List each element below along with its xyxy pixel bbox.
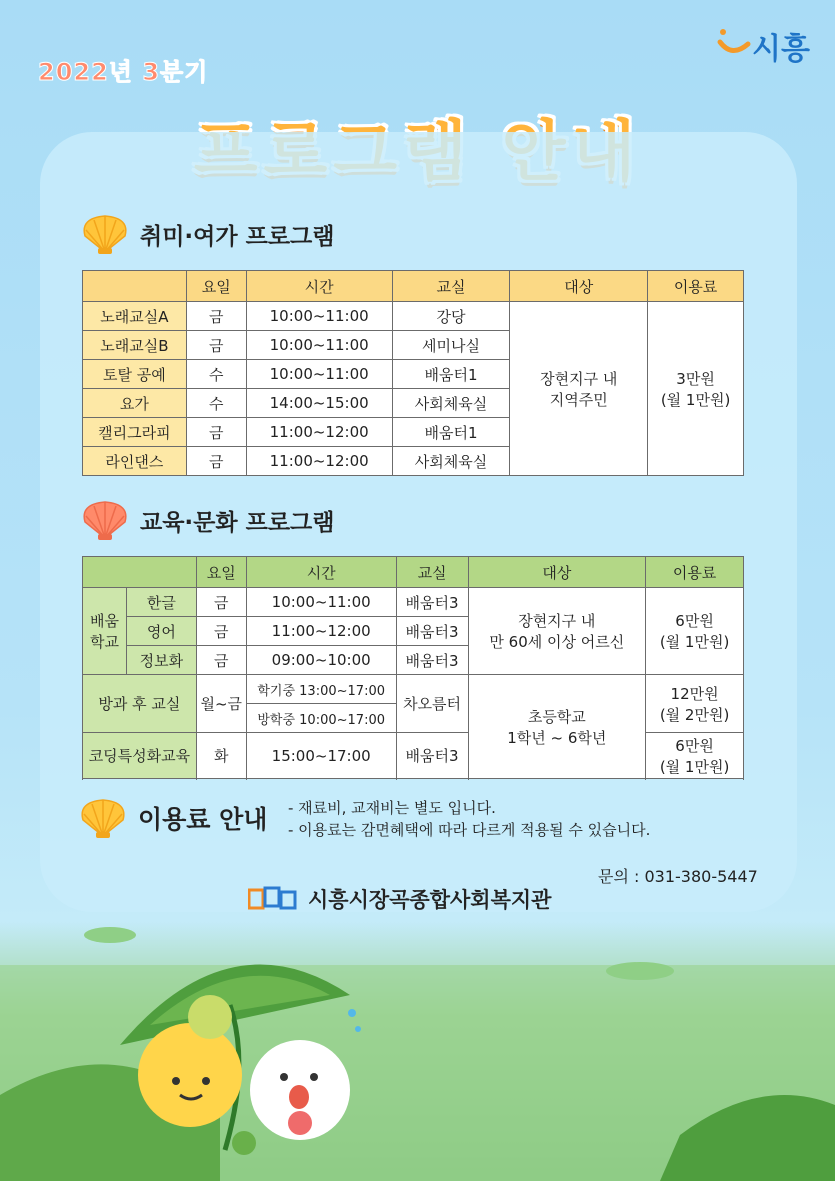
fee-note: - 이용료는 감면혜택에 따라 다르게 적용될 수 있습니다. [288, 821, 651, 839]
column-header: 대상 [468, 557, 646, 588]
section2-heading [80, 498, 335, 542]
program-day: 금 [196, 588, 246, 617]
program-room: 배움터3 [396, 646, 468, 675]
program-room: 차오름터 [396, 675, 468, 733]
character-illustration [0, 905, 835, 1181]
column-header: 대상 [510, 271, 648, 302]
program-day: 금 [196, 646, 246, 675]
fee-line: 12만원 [670, 684, 719, 703]
fee-line: 6만원 [675, 612, 714, 630]
logo-text: 시흥 [752, 32, 810, 67]
program-day: 금 [186, 331, 246, 360]
program-time: 10:00~11:00 [246, 588, 396, 617]
logo-smile-icon [716, 24, 752, 68]
program-day: 수 [186, 360, 246, 389]
program-day: 금 [186, 447, 246, 476]
program-time: 11:00~12:00 [246, 418, 392, 447]
column-header: 요일 [196, 557, 246, 588]
program-day: 금 [196, 617, 246, 646]
group-line: 학교 [89, 633, 119, 651]
column-header: 요일 [186, 271, 246, 302]
group-line: 배움 [89, 612, 119, 630]
program-day: 수 [186, 389, 246, 418]
program-room: 배움터3 [396, 617, 468, 646]
fee-heading [78, 796, 267, 840]
program-room: 배움터1 [392, 360, 510, 389]
column-header: 이용료 [646, 557, 744, 588]
contact-info: 문의 : 031-380-5447 [598, 867, 758, 886]
program-room: 사회체육실 [392, 389, 510, 418]
program-room: 강당 [392, 302, 510, 331]
shell-icon [80, 212, 130, 256]
program-time: 15:00~17:00 [246, 733, 396, 779]
fee-line: 3만원 [676, 369, 715, 388]
program-time: 14:00~15:00 [246, 389, 392, 418]
program-time: 방학중 10:00~17:00 [246, 704, 396, 733]
org-name: 시흥시장곡종합사회복지관 [308, 888, 552, 912]
school-group-label [83, 588, 127, 675]
program-name: 코딩특성화교육 [83, 733, 197, 779]
fee-notes [288, 797, 650, 841]
column-header: 이용료 [648, 271, 744, 302]
program-time: 11:00~12:00 [246, 617, 396, 646]
target-line: 장현지구 내 [540, 369, 618, 388]
program-name: 노래교실B [83, 331, 187, 360]
year-label: 2022년 3분기 [38, 58, 209, 86]
program-name: 방과 후 교실 [83, 675, 197, 733]
hobby-program-table [82, 270, 744, 476]
program-fee [646, 675, 744, 733]
column-header: 시간 [246, 271, 392, 302]
program-target [468, 675, 646, 779]
program-name: 한글 [126, 588, 196, 617]
program-room: 배움터3 [396, 733, 468, 779]
program-day: 월~금 [196, 675, 246, 733]
program-day: 금 [186, 418, 246, 447]
table-row [83, 302, 744, 331]
program-room: 배움터1 [392, 418, 510, 447]
program-time: 10:00~11:00 [246, 302, 392, 331]
table-header-row [83, 271, 744, 302]
fee-line: (월 1만원) [659, 633, 730, 651]
section2-title: 교육·문화 프로그램 [140, 509, 335, 536]
program-target [510, 302, 648, 476]
program-name: 라인댄스 [83, 447, 187, 476]
program-fee [648, 302, 744, 476]
target-line: 1학년 ~ 6학년 [507, 728, 607, 747]
table-header-row [83, 557, 744, 588]
shell-icon [80, 498, 130, 542]
program-name: 캘리그라피 [83, 418, 187, 447]
fee-line: 6만원 [675, 736, 714, 755]
target-line: 지역주민 [549, 390, 608, 409]
fee-line: (월 1만원) [659, 757, 730, 776]
target-line: 초등학교 [527, 707, 586, 726]
program-name: 토탈 공예 [83, 360, 187, 389]
section1-title: 취미·여가 프로그램 [140, 223, 335, 250]
program-time: 10:00~11:00 [246, 360, 392, 389]
fee-note: - 재료비, 교재비는 별도 입니다. [288, 799, 496, 817]
program-room: 세미나실 [392, 331, 510, 360]
table-row [83, 588, 744, 617]
program-day: 금 [186, 302, 246, 331]
program-fee [646, 733, 744, 779]
fee-title: 이용료 안내 [138, 805, 268, 834]
program-time: 학기중 13:00~17:00 [246, 675, 396, 704]
city-logo [716, 24, 816, 68]
program-time: 09:00~10:00 [246, 646, 396, 675]
program-room: 사회체육실 [392, 447, 510, 476]
column-header [83, 271, 187, 302]
column-header: 시간 [246, 557, 396, 588]
fee-line: (월 1만원) [660, 390, 731, 409]
program-name: 요가 [83, 389, 187, 418]
program-name: 노래교실A [83, 302, 187, 331]
section1-heading [80, 212, 335, 256]
program-name: 정보화 [126, 646, 196, 675]
column-header [83, 557, 197, 588]
program-target [468, 588, 646, 675]
shell-icon [78, 796, 128, 840]
target-line: 만 60세 이상 어르신 [489, 633, 625, 651]
table-row [83, 675, 744, 704]
program-fee [646, 588, 744, 675]
target-line: 장현지구 내 [518, 612, 596, 630]
program-time: 10:00~11:00 [246, 331, 392, 360]
program-name: 영어 [126, 617, 196, 646]
program-room: 배움터3 [396, 588, 468, 617]
program-day: 화 [196, 733, 246, 779]
column-header: 교실 [396, 557, 468, 588]
column-header: 교실 [392, 271, 510, 302]
education-program-table [82, 556, 744, 779]
fee-line: (월 2만원) [659, 705, 730, 724]
program-time: 11:00~12:00 [246, 447, 392, 476]
